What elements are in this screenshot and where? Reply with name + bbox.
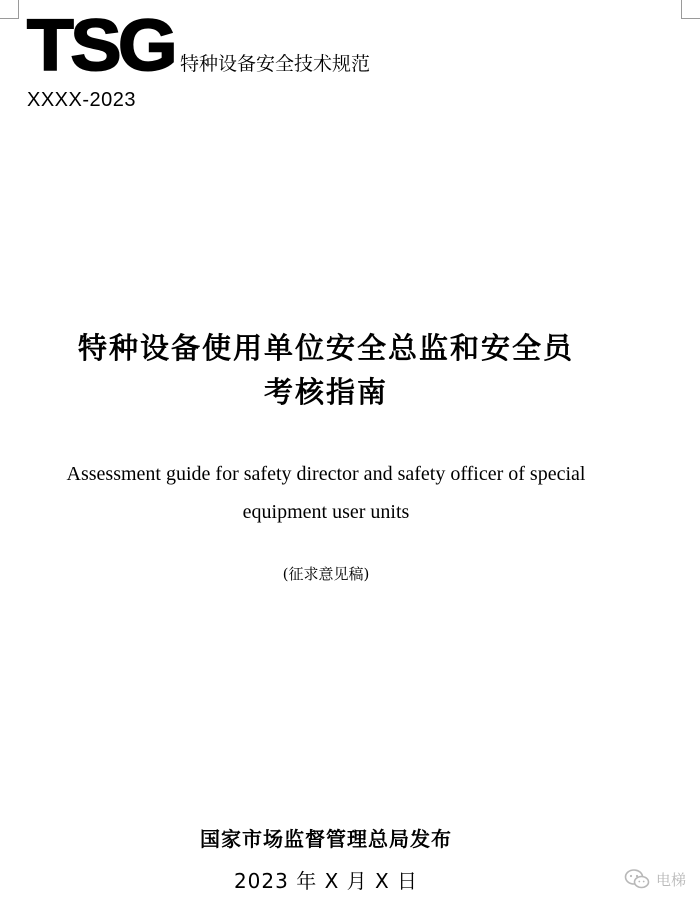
crop-mark-top-left — [0, 0, 19, 19]
draft-status-note: (征求意见稿) — [282, 565, 370, 583]
chinese-title-line-1: 特种设备使用单位安全总监和安全员 — [77, 331, 574, 365]
chinese-title-line-2: 考核指南 — [263, 375, 388, 409]
crop-mark-top-right — [681, 0, 700, 19]
english-title-line-2: equipment user units — [242, 501, 410, 523]
document-header — [27, 6, 371, 86]
tsg-logo: TSG — [27, 6, 175, 86]
watermark — [624, 868, 686, 890]
document-number: XXXX-2023 — [27, 89, 137, 111]
english-title-line-1: Assessment guide for safety director and safety officer of special — [66, 463, 586, 485]
specification-category: 特种设备安全技术规范 — [180, 53, 371, 75]
publisher: 国家市场监督管理总局发布 — [200, 827, 452, 851]
wechat-icon — [624, 868, 650, 890]
publication-date: 2023 年 X 月 X 日 — [233, 869, 419, 893]
watermark-text: 电梯 — [655, 870, 686, 889]
